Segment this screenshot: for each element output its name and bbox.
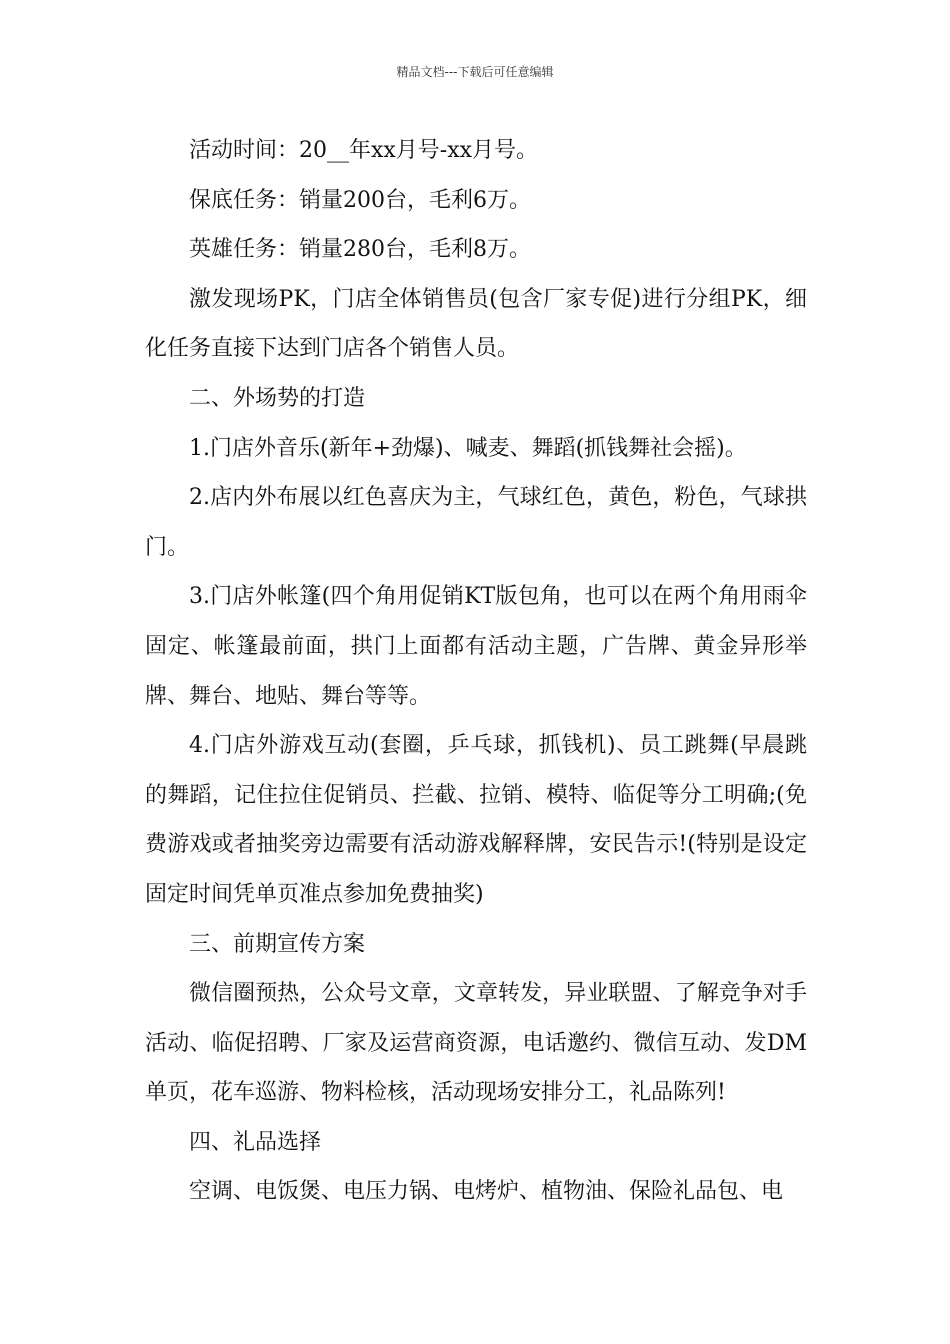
paragraph-promotion: 微信圈预热，公众号文章，文章转发，异业联盟、了解竞争对手活动、临促招聘、厂家及运营商资源，电话邀约、微信互动、发DM单页，花车巡游、物料检核，活动现场安排分工，礼品陈列! [145, 981, 807, 1106]
paragraph-gifts: 空调、电饭煲、电压力锅、电烤炉、植物油、保险礼品包、电 [189, 1179, 784, 1205]
paragraph-item-1: 1.门店外音乐(新年+劲爆)、喊麦、舞蹈(抓钱舞社会摇)。 [189, 435, 747, 461]
document-body [145, 126, 807, 1217]
paragraph-hero-task: 英雄任务：销量280台，毛利8万。 [189, 237, 531, 263]
section-heading-outdoor: 二、外场势的打造 [189, 385, 366, 411]
paragraph-activity-time: 活动时间：20__年xx月号-xx月号。 [189, 138, 539, 163]
page-header: 精品文档---下载后可任意编辑 [396, 65, 554, 79]
paragraph-item-4: 4.门店外游戏互动(套圈，乒乓球，抓钱机)、员工跳舞(早晨跳的舞蹈，记住拉住促销员、拦截、拉销、模特、临促等分工明确;(免费游戏或者抽奖旁边需要有活动游戏解释牌，安民告示!(特别是设定固定时间凭单页准点参加免费抽奖) [145, 733, 807, 907]
section-heading-promotion: 三、前期宣传方案 [189, 931, 366, 957]
section-heading-gifts: 四、礼品选择 [189, 1129, 322, 1155]
paragraph-item-2: 2.店内外布展以红色喜庆为主，气球红色，黄色，粉色，气球拱门。 [145, 485, 807, 560]
paragraph-pk: 激发现场PK，门店全体销售员(包含厂家专促)进行分组PK，细化任务直接下达到门店各个销售人员。 [145, 286, 807, 362]
paragraph-item-3: 3.门店外帐篷(四个角用促销KT版包角，也可以在两个角用雨伞固定、帐篷最前面，拱门上面都有活动主题，广告牌、黄金异形举牌、舞台、地贴、舞台等等。 [145, 584, 807, 709]
paragraph-base-task: 保底任务：销量200台，毛利6万。 [189, 187, 531, 213]
